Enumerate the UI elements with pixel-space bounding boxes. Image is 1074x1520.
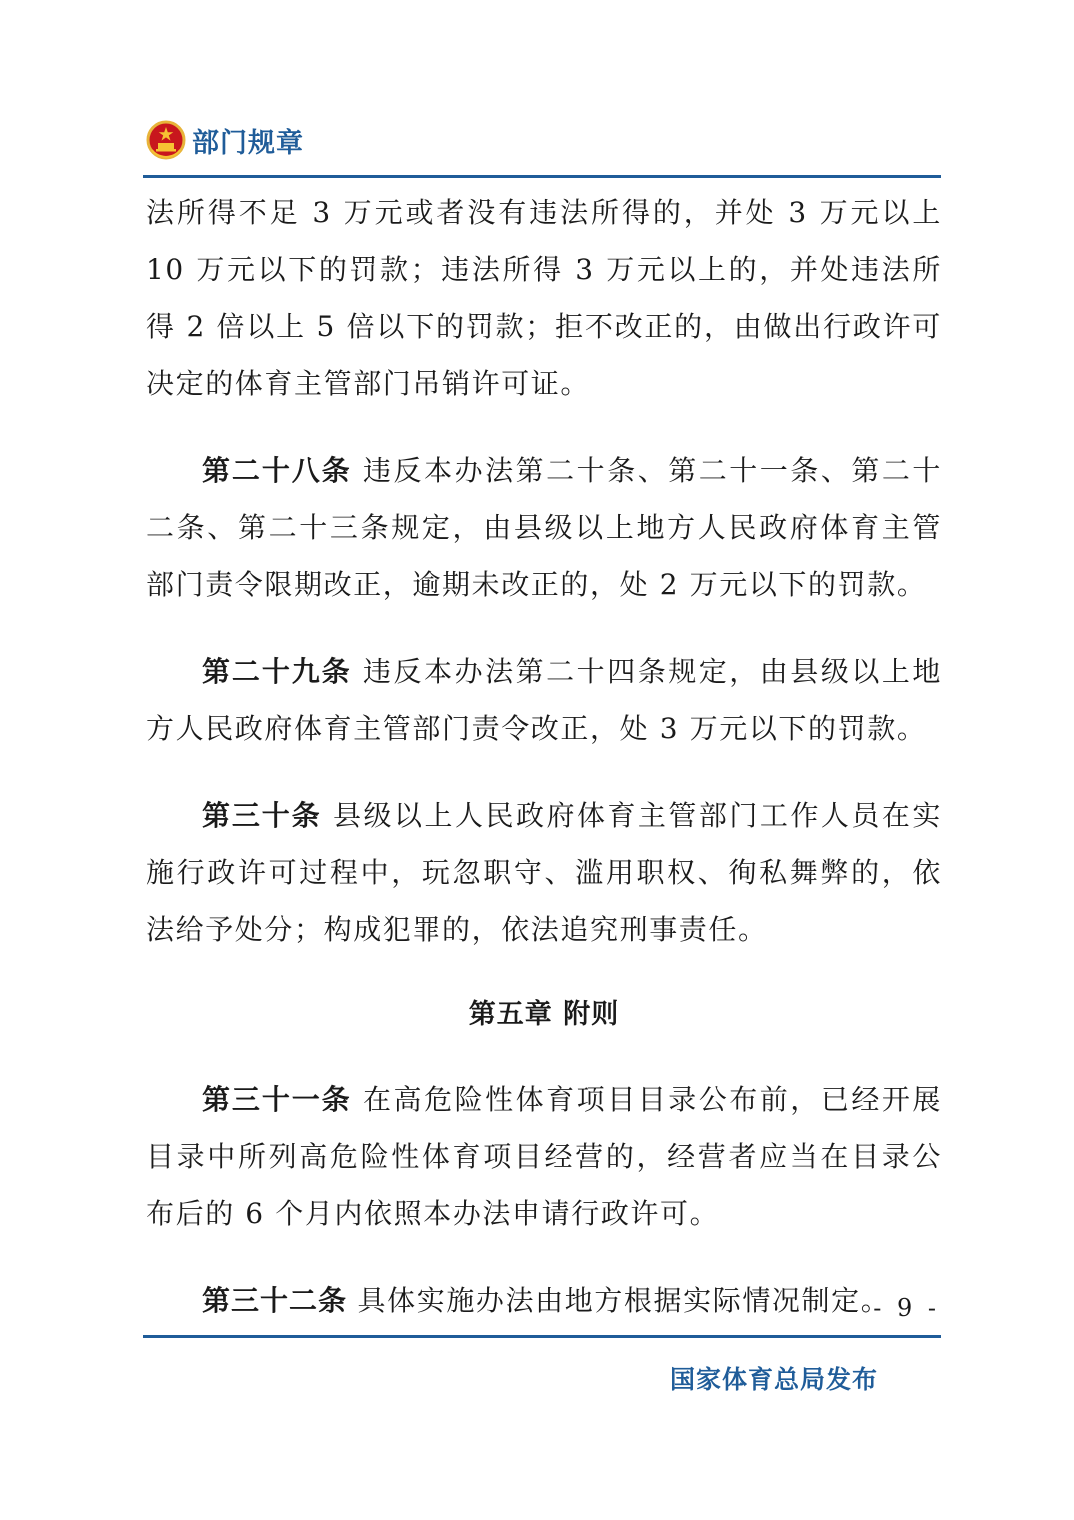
article-32-text: 具体实施办法由地方根据实际情况制定。: [347, 1284, 891, 1317]
article-32-title: 第三十二条: [202, 1284, 348, 1317]
article-28: [146, 442, 942, 613]
article-29: [146, 643, 942, 757]
footer-divider: [143, 1335, 941, 1338]
document-body: [146, 184, 942, 1329]
article-28-text: 违反本办法第二十条、第二十一条、第二十二条、第二十三条规定，由县级以上地方人民政府体育主管部门责令限期改正，逾期未改正的，处 2 万元以下的罚款。: [146, 454, 942, 601]
continuation-paragraph: 法所得不足 3 万元或者没有违法所得的，并处 3 万元以上 10 万元以下的罚款；违法所得 3 万元以上的，并处违法所得 2 倍以上 5 倍以下的罚款；拒不改正的，由做出行政许可决定的体育主管部门吊销许可证。: [146, 196, 942, 400]
article-31-text: 在高危险性体育项目目录公布前，已经开展目录中所列高危险性体育项目经营的，经营者应当在目录公布后的 6 个月内依照本办法申请行政许可。: [146, 1083, 942, 1230]
publisher-label: 国家体育总局发布: [669, 1365, 878, 1394]
page-header: [146, 118, 304, 162]
national-emblem-icon: [146, 120, 186, 160]
article-30-text: 县级以上人民政府体育主管部门工作人员在实施行政许可过程中，玩忽职守、滥用职权、徇私舞弊的，依法给予处分；构成犯罪的，依法追究刑事责任。: [146, 799, 942, 946]
article-31-title: 第三十一条: [202, 1083, 352, 1116]
header-divider: [143, 175, 941, 178]
article-30-title: 第三十条: [202, 799, 322, 832]
article-29-text: 违反本办法第二十四条规定，由县级以上地方人民政府体育主管部门责令改正，处 3 万元以下的罚款。: [146, 655, 942, 745]
header-title: 部门规章: [192, 127, 304, 159]
chapter-heading: 第五章 附则: [468, 999, 620, 1030]
page-number: - 9 -: [873, 1294, 940, 1322]
article-30: [146, 787, 942, 958]
article-28-title: 第二十八条: [202, 454, 352, 487]
article-31: [146, 1071, 942, 1242]
article-29-title: 第二十九条: [202, 655, 352, 688]
article-32: [146, 1272, 942, 1329]
